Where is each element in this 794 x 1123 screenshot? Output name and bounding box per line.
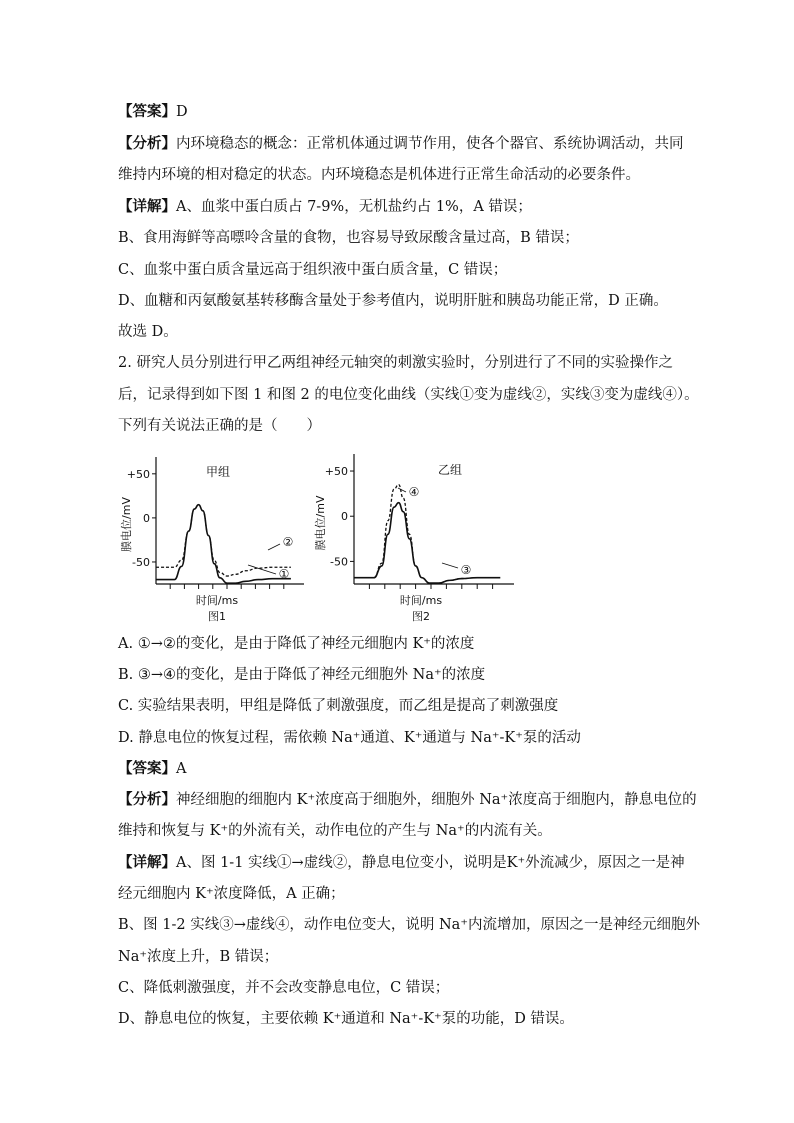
- q1-conclusion: 故选 D。: [118, 324, 178, 340]
- q2-analysis-line2: 维持和恢复与 K⁺的外流有关，动作电位的产生与 Na⁺的内流有关。: [118, 823, 552, 839]
- q2-stem-line3: 下列有关说法正确的是（ ）: [118, 418, 321, 434]
- q2-detail-a1-text: A、图 1-1 实线①→虚线②，静息电位变小，说明是K⁺外流减少，原因之一是神: [176, 855, 685, 871]
- series-0-label: ①: [278, 567, 290, 581]
- q2-stem-line1: 2. 研究人员分别进行甲乙两组神经元轴突的刺激实验时，分别进行了不同的实验操作之: [118, 355, 673, 371]
- q2-detail-d: D、静息电位的恢复，主要依赖 K⁺通道和 Na⁺-K⁺泵的功能，D 错误。: [118, 1011, 574, 1027]
- series-leader-line: [442, 563, 458, 568]
- q1-detail-d: D、血糖和丙氨酸氨基转移酶含量处于参考值内，说明肝脏和胰岛功能正常，D 正确。: [118, 293, 668, 309]
- q2-detail-a1: [118, 853, 685, 873]
- q2-option-c: C. 实验结果表明，甲组是降低了刺激强度，而乙组是提高了刺激强度: [118, 698, 559, 714]
- q2-stem-line2: 后，记录得到如下图 1 和图 2 的电位变化曲线（实线①变为虚线②，实线③变为虚线④）。: [118, 387, 699, 403]
- q2-analysis-line1: [118, 790, 697, 810]
- series-1-label: ④: [408, 485, 420, 499]
- series-0-label: ③: [460, 563, 472, 577]
- q2-analysis-label: 【分析】: [118, 792, 176, 808]
- series-1-line: [354, 485, 500, 584]
- q1-detail-b: B、食用海鲜等高嘌呤含量的食物，也容易导致尿酸含量过高，B 错误；: [118, 230, 579, 246]
- y-axis-label: 膜电位/mV: [314, 495, 327, 551]
- q1-detail-label: 【详解】: [118, 199, 176, 215]
- q2-detail-b2: Na⁺浓度上升，B 错误；: [118, 949, 279, 965]
- q2-option-b: B. ③→④的变化，是由于降低了神经元细胞外 Na⁺的浓度: [118, 667, 486, 683]
- y-tick-label: -50: [330, 555, 348, 569]
- y-axis-label: 膜电位/mV: [120, 497, 133, 552]
- q1-detail-a-text: A、血浆中蛋白质占 7-9%，无机盐约占 1%，A 错误；: [176, 199, 532, 215]
- y-tick-label: 0: [341, 510, 348, 524]
- y-tick-label: +50: [324, 465, 348, 479]
- q1-answer-value: D: [176, 104, 188, 120]
- q1-analysis-text1: 内环境稳态的概念：正常机体通过调节作用，使各个器官、系统协调活动，共同: [176, 136, 684, 152]
- series-0-line: [156, 505, 291, 583]
- q2-detail-c: C、降低刺激强度，并不会改变静息电位，C 错误；: [118, 980, 450, 996]
- q1-answer-line: [118, 102, 188, 122]
- q1-analysis-line2: 维持内环境的相对稳定的状态。内环境稳态是机体进行正常生命活动的必要条件。: [118, 167, 640, 183]
- figure-caption: 图2: [412, 610, 430, 623]
- q2-analysis-text1: 神经细胞的细胞内 K⁺浓度高于细胞外，细胞外 Na⁺浓度高于细胞内，静息电位的: [176, 792, 697, 808]
- x-axis-label: 时间/ms: [195, 594, 239, 607]
- figure-2-chart: [310, 450, 525, 630]
- series-1-line: [156, 505, 291, 576]
- chart-title: 乙组: [437, 463, 463, 477]
- series-leader-line: [398, 488, 406, 492]
- series-1-label: ②: [282, 535, 294, 549]
- figure-caption: 图1: [208, 610, 226, 623]
- x-axis-label: 时间/ms: [399, 594, 443, 607]
- q1-detail-c: C、血浆中蛋白质含量远高于组织液中蛋白质含量，C 错误；: [118, 262, 508, 278]
- y-tick-label: 0: [143, 511, 150, 525]
- q2-option-a: A. ①→②的变化，是由于降低了神经元细胞内 K⁺的浓度: [118, 636, 475, 652]
- q2-answer-label: 【答案】: [118, 761, 176, 777]
- q2-detail-a2: 经元细胞内 K⁺浓度降低，A 正确；: [118, 886, 345, 902]
- y-tick-label: -50: [132, 555, 150, 569]
- q2-answer-line: [118, 759, 186, 779]
- series-0-line: [354, 503, 500, 583]
- q1-detail-a: [118, 197, 532, 217]
- q1-analysis-line1: [118, 134, 684, 154]
- series-leader-line: [268, 544, 280, 550]
- q1-answer-label: 【答案】: [118, 104, 176, 120]
- figure-1-chart: [118, 450, 318, 630]
- q2-option-d: D. 静息电位的恢复过程，需依赖 Na⁺通道、K⁺通道与 Na⁺-K⁺泵的活动: [118, 730, 581, 746]
- q1-analysis-label: 【分析】: [118, 136, 176, 152]
- q2-detail-label: 【详解】: [118, 855, 176, 871]
- q2-answer-value: A: [176, 761, 187, 777]
- y-tick-label: +50: [126, 467, 150, 481]
- chart-title: 甲组: [205, 465, 231, 479]
- q2-detail-b1: B、图 1-2 实线③→虚线④，动作电位变大，说明 Na⁺内流增加，原因之一是神经元细胞外: [118, 917, 700, 933]
